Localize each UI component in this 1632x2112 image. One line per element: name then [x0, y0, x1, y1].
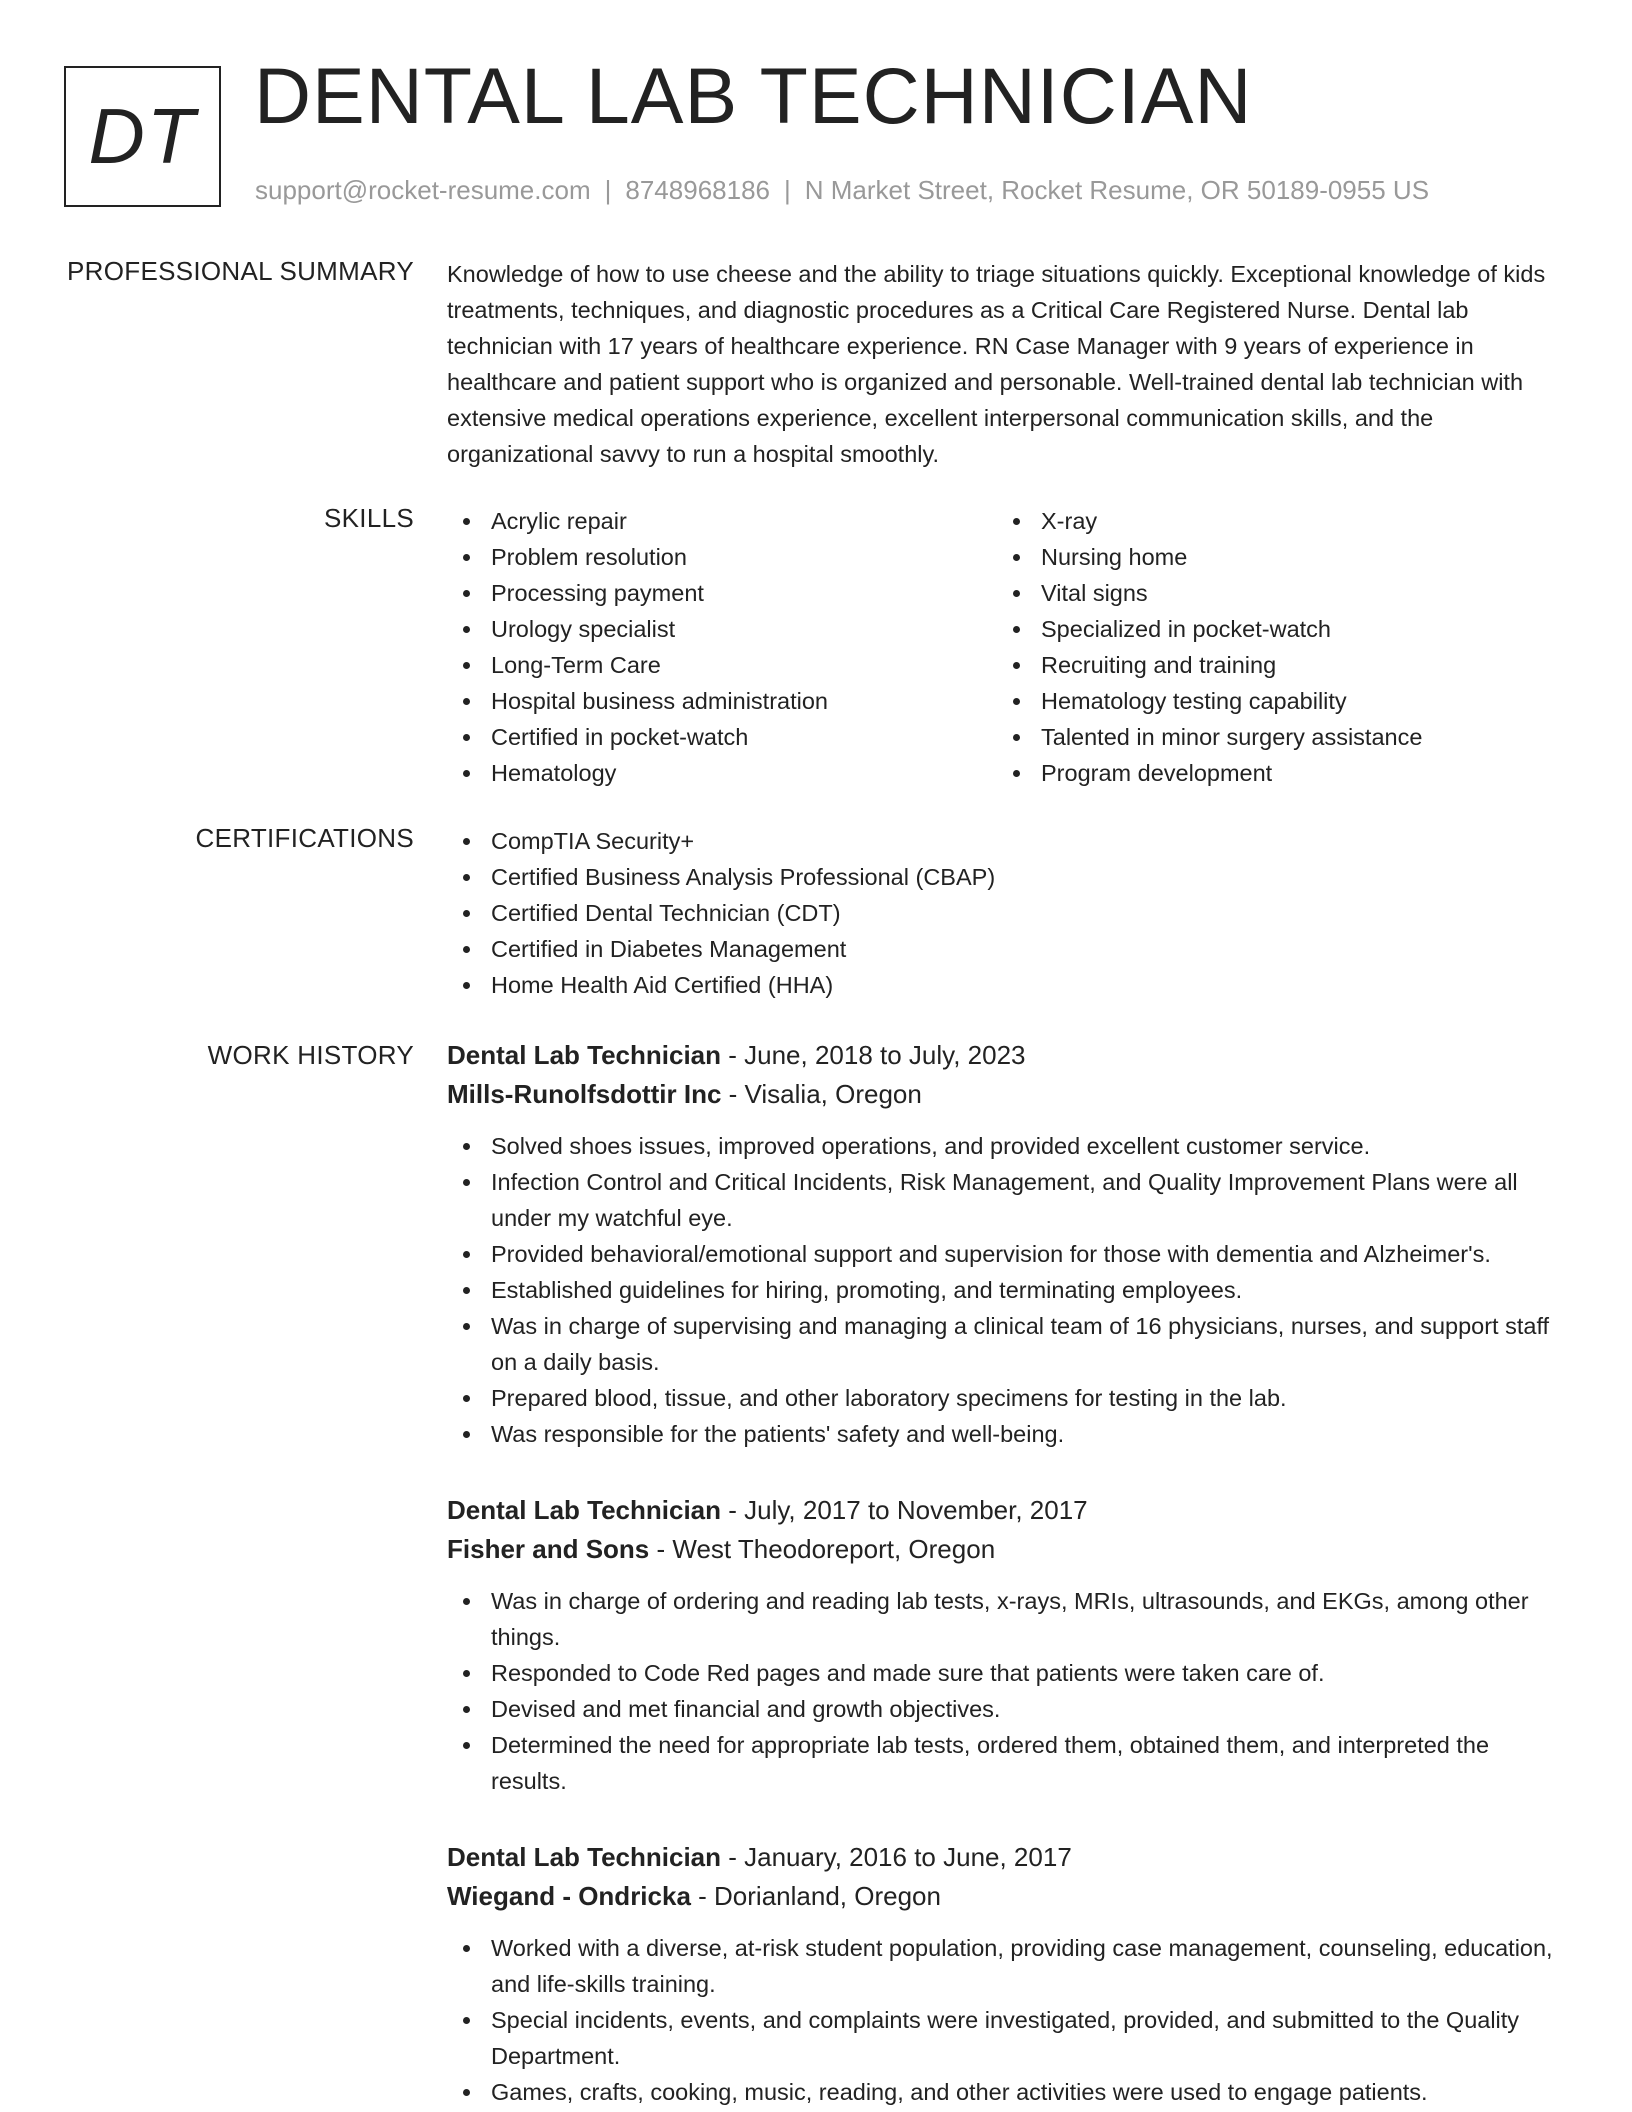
certifications-list — [447, 823, 1567, 1003]
contact-email: support@rocket-resume.com — [255, 175, 591, 205]
summary-heading: PROFESSIONAL SUMMARY — [67, 256, 414, 286]
certifications-heading: CERTIFICATIONS — [195, 823, 414, 853]
contact-address: N Market Street, Rocket Resume, OR 50189-0955 US — [804, 175, 1430, 205]
job-location: - Dorianland, Oregon — [690, 1881, 941, 1911]
job-company: Wiegand - Ondricka — [447, 1881, 691, 1911]
job-title-line — [447, 1491, 1567, 1530]
summary-text: Knowledge of how to use cheese and the ability to triage situations quickly. Exceptional knowledge of kids treatments, techniques, and diagnostic procedures as a Critical Care Registered Nurse. Dental lab technician with 17 years of healthcare experience. RN Case Manager with 9 years of experience in healthcare and patient support who is organized and personable. Well-trained dental lab technician with extensive medical operations experience, excellent interpersonal communication skills, and the organizational savvy to run a hospital smoothly. — [447, 261, 1546, 467]
skill-item: Problem resolution — [447, 539, 997, 575]
job-company-line — [447, 1075, 1567, 1114]
job-location: - West Theodoreport, Oregon — [649, 1534, 996, 1564]
job-title: Dental Lab Technician — [447, 1842, 722, 1872]
skill-item: Program development — [997, 755, 1547, 791]
job-duty-item: Infection Control and Critical Incidents, Risk Management, and Quality Improvement Plans were all under my watchful eye. — [447, 1164, 1567, 1236]
job-duty-item: Was in charge of ordering and reading lab tests, x-rays, MRIs, ultrasounds, and EKGs, among other things. — [447, 1583, 1567, 1655]
skill-item: Vital signs — [997, 575, 1547, 611]
work-history-body — [447, 1036, 1567, 2110]
skills-list-right — [997, 503, 1547, 791]
skill-item: Hospital business administration — [447, 683, 997, 719]
contact-separator: | — [604, 175, 612, 205]
job-company-line — [447, 1530, 1567, 1569]
job-duty-item: Games, crafts, cooking, music, reading, and other activities were used to engage patients. — [447, 2074, 1567, 2110]
skill-item: Hematology testing capability — [997, 683, 1547, 719]
job-duties-list — [447, 1583, 1567, 1799]
contact-phone: 8748968186 — [625, 175, 770, 205]
job-dates: - January, 2016 to June, 2017 — [721, 1842, 1072, 1872]
job-entry — [447, 1491, 1567, 1799]
skill-item: Specialized in pocket-watch — [997, 611, 1547, 647]
skill-item: Recruiting and training — [997, 647, 1547, 683]
job-duties-list — [447, 1128, 1567, 1452]
job-location: - Visalia, Oregon — [721, 1079, 922, 1109]
job-company: Fisher and Sons — [447, 1534, 650, 1564]
certification-item: Certified Dental Technician (CDT) — [447, 895, 1567, 931]
job-duty-item: Provided behavioral/emotional support and supervision for those with dementia and Alzheimer's. — [447, 1236, 1567, 1272]
certification-item: Home Health Aid Certified (HHA) — [447, 967, 1567, 1003]
skill-item: Acrylic repair — [447, 503, 997, 539]
skill-item: Long-Term Care — [447, 647, 997, 683]
summary-body — [447, 256, 1567, 472]
job-duty-item: Solved shoes issues, improved operations, and provided excellent customer service. — [447, 1128, 1567, 1164]
job-entry — [447, 1838, 1567, 2110]
job-title-line — [447, 1838, 1567, 1877]
skill-item: Nursing home — [997, 539, 1547, 575]
skill-item: X-ray — [997, 503, 1547, 539]
certification-item: Certified in Diabetes Management — [447, 931, 1567, 967]
job-title-line — [447, 1036, 1567, 1075]
skills-body — [447, 503, 1567, 791]
job-dates: - June, 2018 to July, 2023 — [721, 1040, 1026, 1070]
skill-item: Processing payment — [447, 575, 997, 611]
certifications-body — [447, 823, 1567, 1003]
job-duty-item: Was responsible for the patients' safety and well-being. — [447, 1416, 1567, 1452]
job-duty-item: Established guidelines for hiring, promoting, and terminating employees. — [447, 1272, 1567, 1308]
job-duty-item: Was in charge of supervising and managing a clinical team of 16 physicians, nurses, and support staff on a daily basis. — [447, 1308, 1567, 1380]
job-duty-item: Special incidents, events, and complaints were investigated, provided, and submitted to the Quality Department. — [447, 2002, 1567, 2074]
job-entry — [447, 1036, 1567, 1452]
job-company-line — [447, 1877, 1567, 1916]
contact-separator: | — [784, 175, 791, 205]
certification-item: CompTIA Security+ — [447, 823, 1567, 859]
job-duty-item: Determined the need for appropriate lab tests, ordered them, obtained them, and interpreted the results. — [447, 1727, 1567, 1799]
job-title: Dental Lab Technician — [447, 1040, 722, 1070]
job-duty-item: Devised and met financial and growth objectives. — [447, 1691, 1567, 1727]
job-title: Dental Lab Technician — [447, 1495, 722, 1525]
certification-item: Certified Business Analysis Professional (CBAP) — [447, 859, 1567, 895]
skill-item: Talented in minor surgery assistance — [997, 719, 1547, 755]
job-company: Mills-Runolfsdottir Inc — [447, 1079, 722, 1109]
skill-item: Hematology — [447, 755, 997, 791]
skills-list-left — [447, 503, 997, 791]
job-duty-item: Responded to Code Red pages and made sure that patients were taken care of. — [447, 1655, 1567, 1691]
job-duty-item: Worked with a diverse, at-risk student population, providing case management, counseling, education, and life-skills training. — [447, 1930, 1567, 2002]
skill-item: Certified in pocket-watch — [447, 719, 997, 755]
work-history-heading: WORK HISTORY — [207, 1040, 414, 1070]
skill-item: Urology specialist — [447, 611, 997, 647]
skills-heading: SKILLS — [324, 503, 414, 533]
monogram-logo: DT — [64, 66, 221, 207]
job-duty-item: Prepared blood, tissue, and other laboratory specimens for testing in the lab. — [447, 1380, 1567, 1416]
job-duties-list — [447, 1930, 1567, 2110]
job-dates: - July, 2017 to November, 2017 — [721, 1495, 1088, 1525]
candidate-title: DENTAL LAB TECHNICIAN — [254, 51, 1253, 140]
contact-line — [255, 175, 1429, 206]
